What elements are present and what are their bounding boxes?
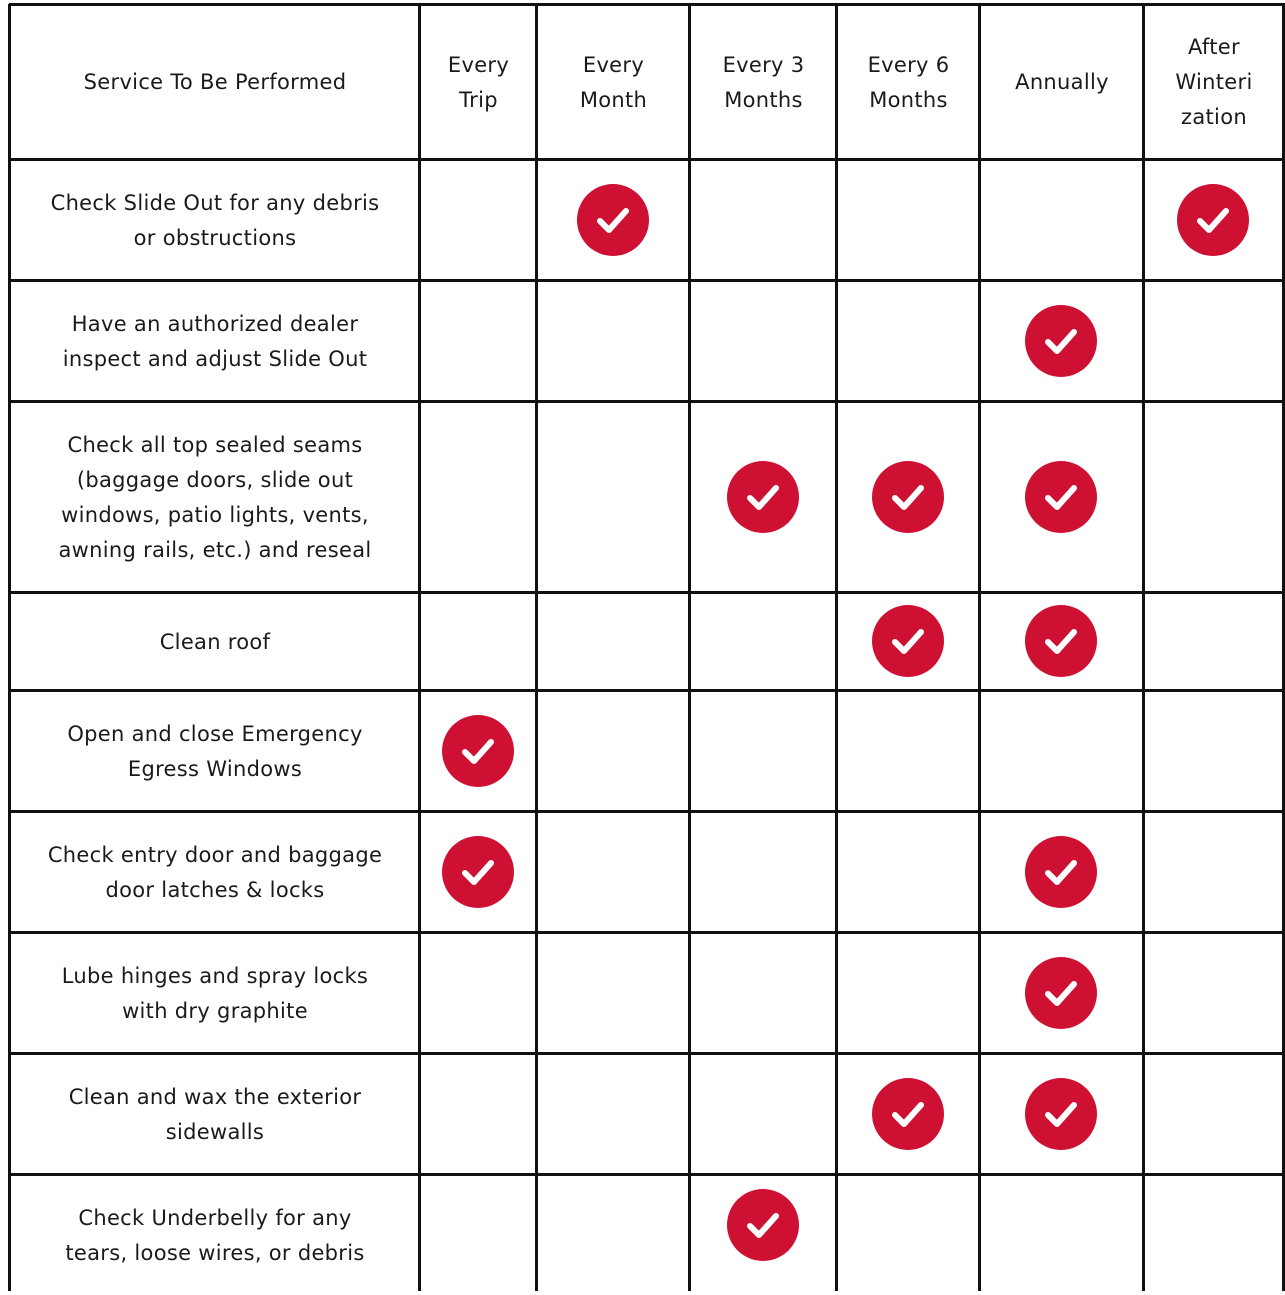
- grid-vertical-line: [978, 4, 981, 1291]
- service-cell: Check Slide Out for any debris or obstructions: [50, 190, 380, 250]
- service-cell: Lube hinges and spray locks with dry graphite: [61, 963, 369, 1023]
- grid-vertical-line: [1142, 4, 1145, 1291]
- header-interval-4: Every 6 Months: [867, 52, 950, 112]
- checkmark-glyph: [886, 1092, 930, 1136]
- check-circle-icon: [727, 461, 799, 533]
- checkmark-glyph: [1039, 475, 1083, 519]
- grid-vertical-line: [835, 4, 838, 1291]
- checkmark-glyph: [1039, 319, 1083, 363]
- checkmark-glyph: [591, 198, 635, 242]
- checkmark-glyph: [456, 729, 500, 773]
- check-circle-icon: [1025, 605, 1097, 677]
- checkmark-glyph: [1039, 850, 1083, 894]
- check-circle-icon: [872, 605, 944, 677]
- check-circle-icon: [1025, 836, 1097, 908]
- check-circle-icon: [1025, 461, 1097, 533]
- service-cell: Check Underbelly for any tears, loose wires, or debris: [65, 1205, 365, 1265]
- checkmark-glyph: [1191, 198, 1235, 242]
- check-circle-icon: [727, 1189, 799, 1261]
- check-circle-icon: [1025, 305, 1097, 377]
- checkmark-glyph: [1039, 619, 1083, 663]
- header-interval-6: After Winteri zation: [1175, 35, 1253, 129]
- checkmark-glyph: [1039, 1092, 1083, 1136]
- service-cell: Check entry door and baggage door latches & locks: [47, 842, 383, 902]
- service-cell: Have an authorized dealer inspect and adjust Slide Out: [62, 311, 368, 371]
- check-circle-icon: [1025, 1078, 1097, 1150]
- header-interval-5: Annually: [1015, 70, 1109, 94]
- check-circle-icon: [577, 184, 649, 256]
- check-circle-icon: [1025, 957, 1097, 1029]
- header-service-column: Service To Be Performed: [83, 70, 347, 94]
- header-interval-2: Every Month: [579, 52, 648, 112]
- checkmark-glyph: [741, 475, 785, 519]
- header-interval-1: Every Trip: [447, 52, 510, 112]
- checkmark-glyph: [1039, 971, 1083, 1015]
- checkmark-glyph: [741, 1203, 785, 1247]
- grid-vertical-line: [535, 4, 538, 1291]
- header-interval-3: Every 3 Months: [722, 52, 805, 112]
- check-circle-icon: [442, 836, 514, 908]
- check-circle-icon: [1177, 184, 1249, 256]
- checkmark-glyph: [886, 619, 930, 663]
- service-cell: Check all top sealed seams (baggage doors, slide out windows, patio lights, vents, awning rails, etc.) and reseal: [58, 432, 372, 562]
- service-cell: Clean roof: [159, 629, 271, 654]
- checkmark-glyph: [456, 850, 500, 894]
- grid-vertical-line: [688, 4, 691, 1291]
- service-cell: Open and close Emergency Egress Windows: [67, 721, 363, 781]
- check-circle-icon: [872, 1078, 944, 1150]
- check-circle-icon: [872, 461, 944, 533]
- checkmark-glyph: [886, 475, 930, 519]
- check-circle-icon: [442, 715, 514, 787]
- service-cell: Clean and wax the exterior sidewalls: [68, 1084, 362, 1144]
